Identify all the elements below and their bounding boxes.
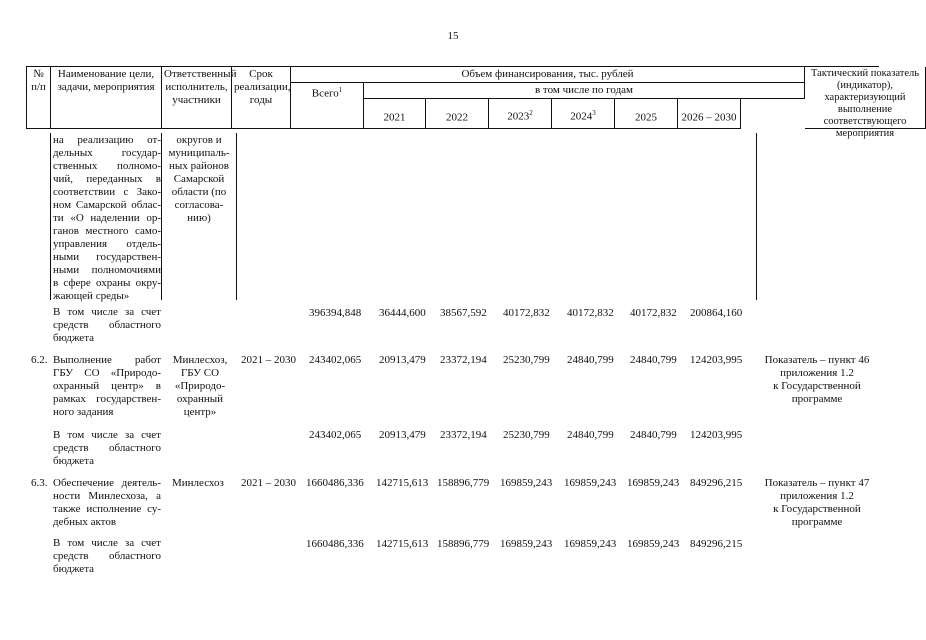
header-year: 2023$^2$ [489,99,552,129]
header-year: 2024$^3$ [552,99,615,129]
row-year-value: 158896,779 [437,477,490,489]
row-name: Обеспечение деятель- ности Минлесхоза, а также исполнение су- дебных актов [53,477,161,528]
row-total: 243402,065 [309,354,362,366]
row-responsible: Минлесхоз [172,477,224,489]
row-year-value: 20913,479 [379,354,426,366]
text-line: ными полномочиями [53,264,161,276]
header-num: № п/п [27,67,51,129]
row-year-value: 23372,194 [440,354,487,366]
row-year-value: 40172,832 [503,307,550,319]
header-year: 2021 [364,99,426,129]
row-year-value: 24840,799 [630,354,677,366]
header-year: 2022 [426,99,489,129]
row-year-value: 169859,243 [627,538,680,550]
header-year: 2026 – 2030 [678,99,741,129]
row-year-value: 169859,243 [564,477,617,489]
row-responsible: Минлесхоз, ГБУ СО «Природо- охранный центр» [172,354,228,418]
row-year-value: 142715,613 [376,477,429,489]
row-year-value: 158896,779 [437,538,490,550]
text-line: муниципаль- [168,147,230,159]
header-by-years: в том числе по годам [364,83,805,99]
header-total: Всего$^1$ [291,83,364,129]
row-year-value: 200864,160 [690,307,743,319]
text-line: на реализацию от- [53,134,161,146]
text-line: области (по [171,186,227,198]
row-year-value: 124203,995 [690,354,743,366]
row-total: 243402,065 [309,429,362,441]
row-term: 2021 – 2030 [241,354,296,366]
row-indicator: Показатель – пункт 47 приложения 1.2 к Государственной программе [764,477,870,528]
row-term: 2021 – 2030 [241,477,296,489]
text-line: в сфере охраны окру- [53,277,161,289]
text-line: Самарской [173,173,225,185]
row-total: 1660486,336 [306,538,364,550]
text-line: ными государствен- [53,251,161,263]
row-name: В том числе за счет средств областного бюджета [53,429,161,467]
header-indicator: Тактический показатель (индикатор), характеризующий выполнение соответствующего мероприятия [805,67,926,129]
total-footnote: 1 [338,86,343,94]
continuation-name [53,134,161,303]
header-term: Срок реализации, годы [232,67,291,129]
row-year-value: 23372,194 [440,429,487,441]
continuation-responsible [165,134,233,225]
text-line: ном Самарской облас- [53,199,161,211]
row-year-value: 142715,613 [376,538,429,550]
row-year-value: 24840,799 [630,429,677,441]
text-line: ти «О наделении ор- [53,212,161,224]
page-number: 15 [447,30,459,42]
table-header [26,66,920,139]
row-year-value: 169859,243 [500,538,553,550]
header-name: Наименование цели, задачи, мероприятия [51,67,162,129]
row-year-value: 20913,479 [379,429,426,441]
text-line: округов и [176,134,222,146]
text-line: ганов местного само- [53,225,161,237]
row-number: 6.2. [31,354,48,366]
text-line: ственных полномо- [53,160,161,172]
row-year-value: 38567,592 [440,307,487,319]
row-year-value: 24840,799 [567,354,614,366]
row-name: Выполнение работ ГБУ СО «Природо- охранный центр» в рамках государствен- ного задания [53,354,161,418]
text-line: жающей среды» [53,290,130,302]
row-year-value: 25230,799 [503,354,550,366]
row-year-value: 40172,832 [567,307,614,319]
text-line: ных районов [169,160,229,172]
column-divider [756,133,757,300]
row-name: В том числе за счет средств областного бюджета [53,537,161,575]
text-line: дельных государ- [53,147,161,159]
row-year-value: 124203,995 [690,429,743,441]
row-year-value: 169859,243 [564,538,617,550]
column-divider [50,133,51,300]
text-line: соответствии с Зако- [53,186,161,198]
text-line: чий, переданных в [53,173,161,185]
row-name: В том числе за счет средств областного бюджета [53,306,161,344]
text-line: согласова- [174,199,224,211]
row-year-value: 36444,600 [379,307,426,319]
row-total: 1660486,336 [306,477,364,489]
column-divider [236,133,237,300]
row-year-value: 25230,799 [503,429,550,441]
row-total: 396394,848 [309,307,362,319]
row-number: 6.3. [31,477,48,489]
row-year-value: 40172,832 [630,307,677,319]
text-line: нию) [187,212,211,224]
row-indicator: Показатель – пункт 46 приложения 1.2 к Государственной программе [764,354,870,405]
header-responsible: Ответственный исполнитель, участники [162,67,232,129]
column-divider [161,133,162,300]
text-line: управления отдель- [53,238,161,250]
row-year-value: 169859,243 [500,477,553,489]
row-year-value: 849296,215 [690,477,743,489]
row-year-value: 24840,799 [567,429,614,441]
row-year-value: 169859,243 [627,477,680,489]
header-year: 2025 [615,99,678,129]
header-funding: Объем финансирования, тыс. рублей [291,67,805,83]
row-year-value: 849296,215 [690,538,743,550]
